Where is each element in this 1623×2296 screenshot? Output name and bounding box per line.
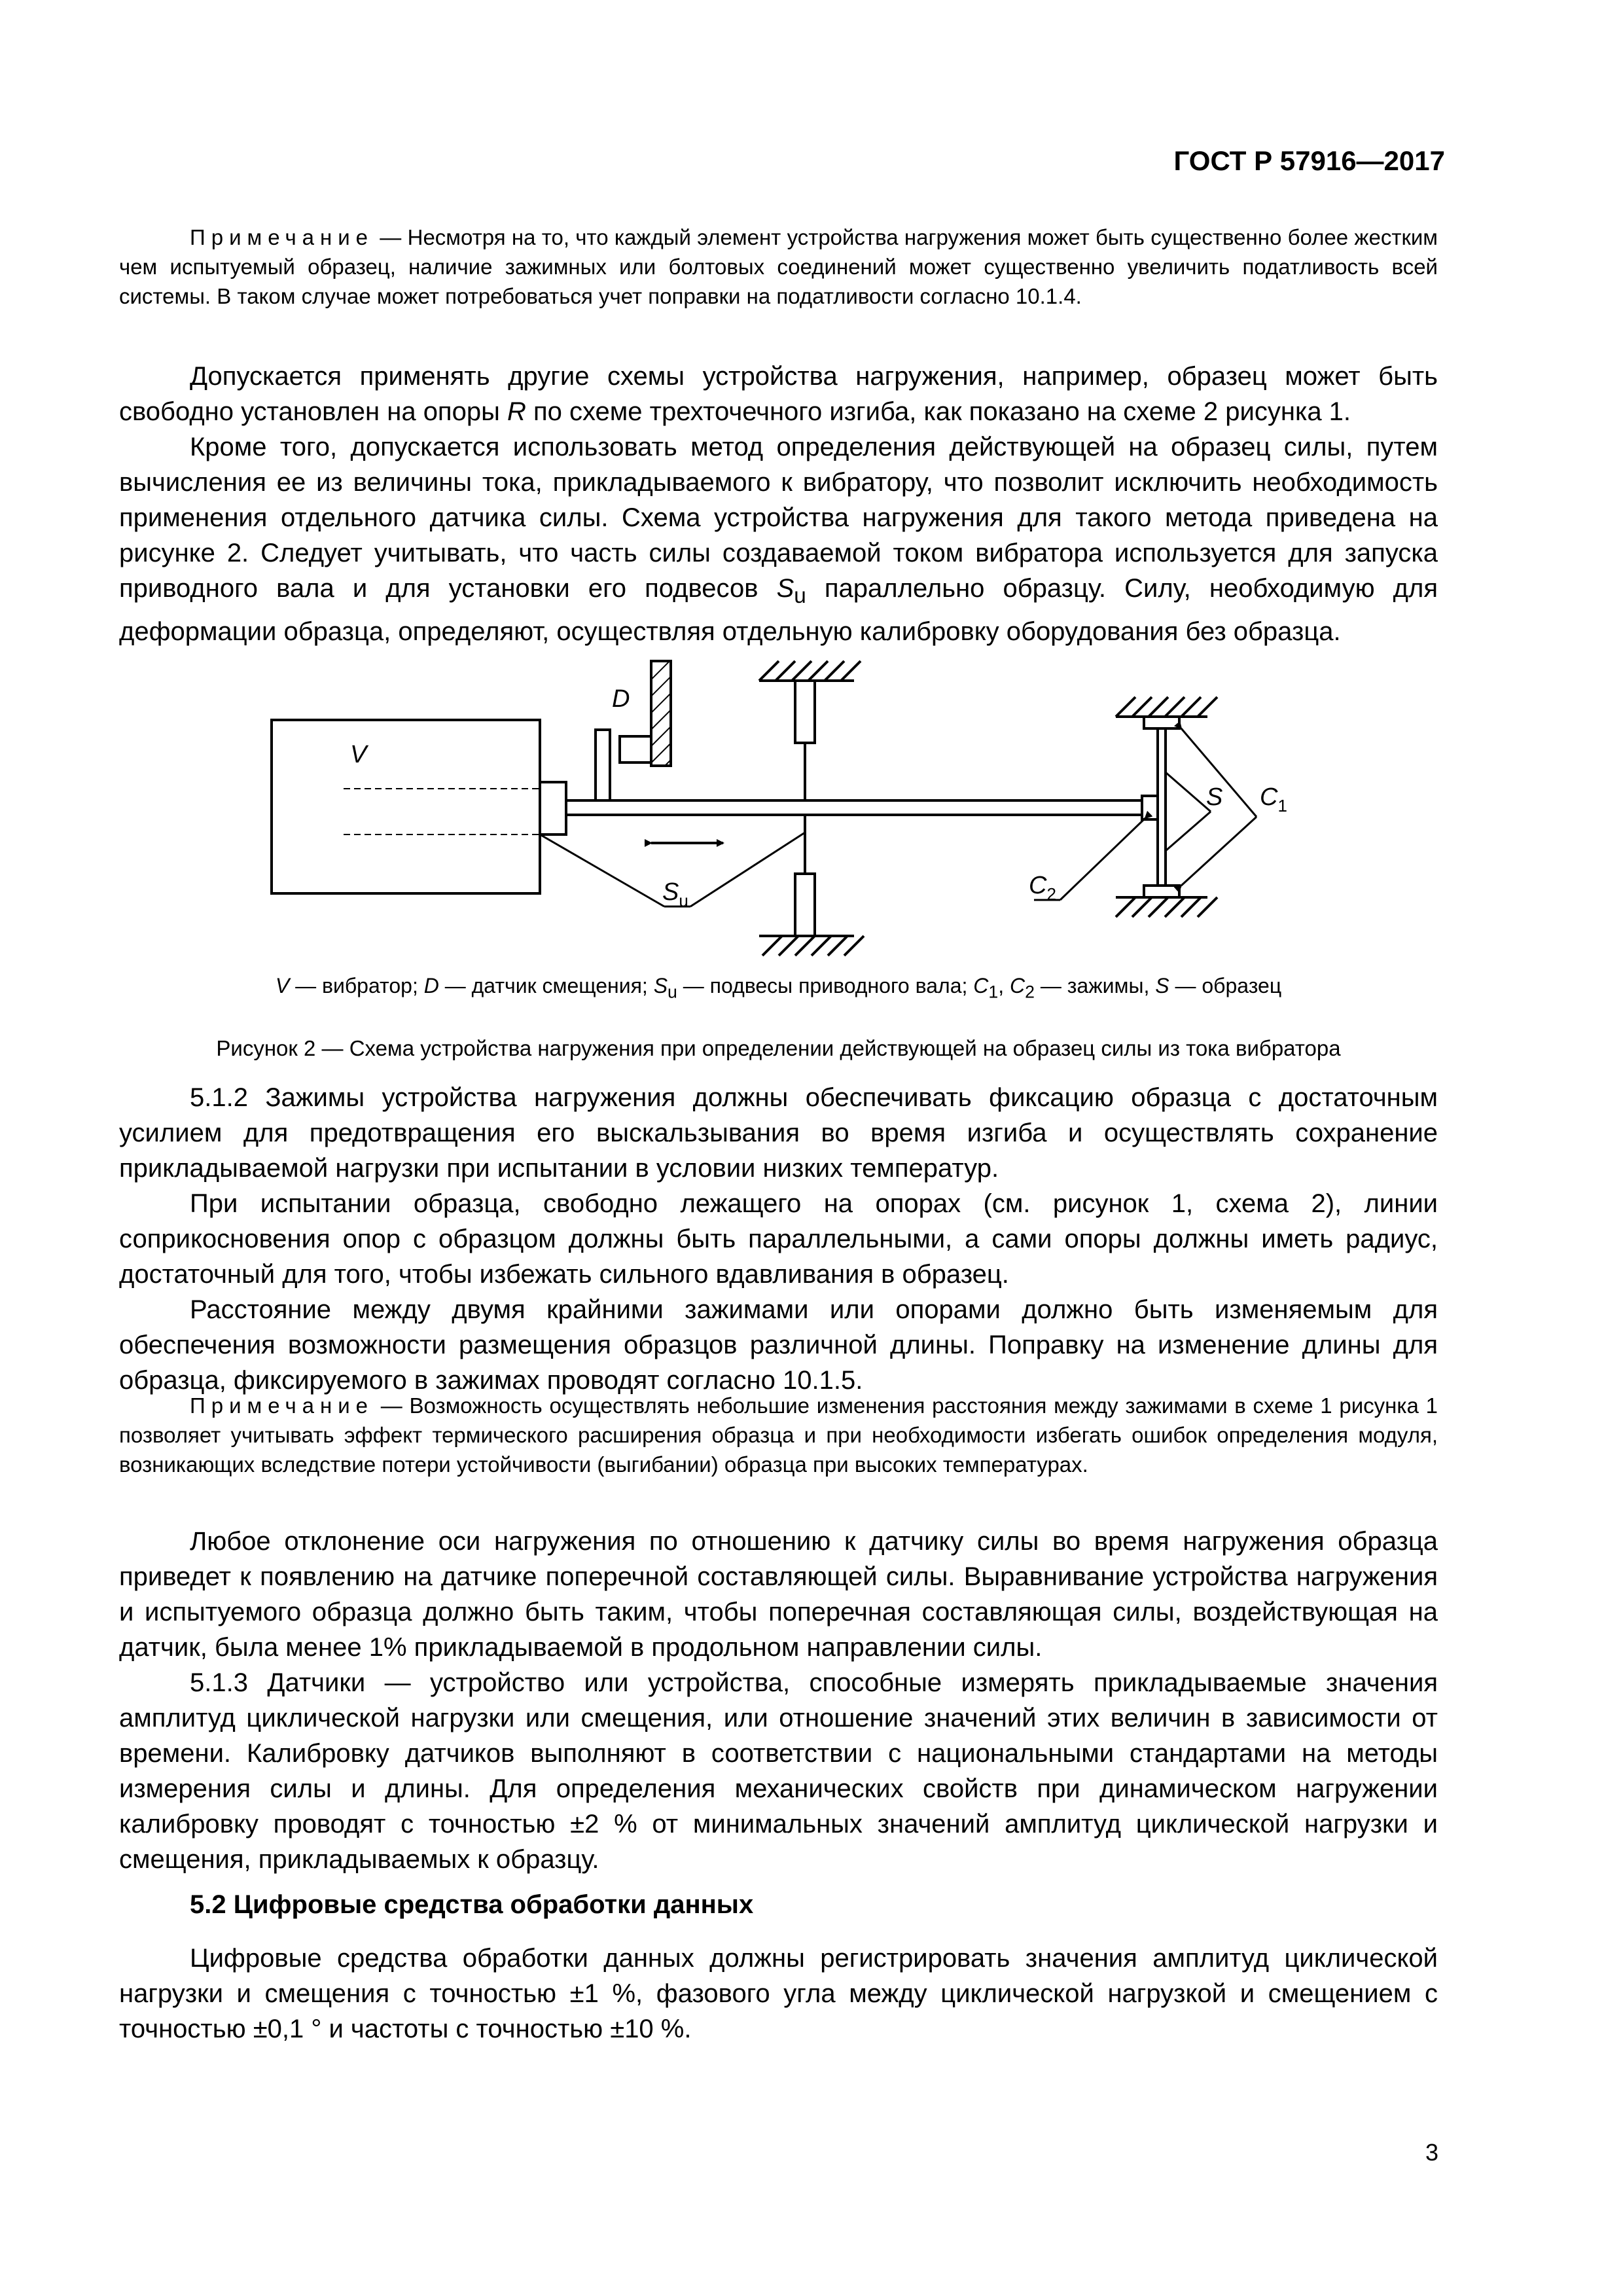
top-suspension xyxy=(795,681,815,743)
note-2-label: Примечание xyxy=(190,1393,374,1418)
note-2 xyxy=(119,1391,1438,1479)
specimen xyxy=(1158,728,1166,886)
paragraph-distance: Расстояние между двумя крайними зажимами или опорами должно быть изменяемым для обеспечения возможности размещения образцов различной длины. Поправку на изменение длины для образца, фиксируемого в зажимах проводят согласно 10.1.5. xyxy=(119,1295,1438,1395)
top-ground-hatch xyxy=(759,661,861,681)
coupling-block xyxy=(540,782,566,834)
bottom-clamp-hatch xyxy=(1116,897,1217,917)
body-paragraphs-3 xyxy=(119,1524,1438,1877)
drive-shaft xyxy=(566,800,1142,815)
paragraph-alt-schemes: Допускается применять другие схемы устройства нагружения, например, образец может быть свободно установлен на опоры R по схеме трехточечного изгиба, как показано на схеме 2 рисунка 1. xyxy=(119,362,1438,426)
label-s: S xyxy=(1206,783,1223,811)
paragraph-digital-processing: Цифровые средства обработки данных должны регистрировать значения амплитуд циклической нагрузки и смещения с точностью ±1 %, фазового угла между циклической нагрузкой и смещением с точностью ±0,1 ° и частоты с точностью ±10 %. xyxy=(119,1944,1438,2043)
figure-caption: Рисунок 2 — Схема устройства нагружения при определении действующей на образец силы из тока вибратора xyxy=(216,1036,1341,1060)
note-2-text: — Возможность осуществлять небольшие изменения расстояния между зажимами в схеме 1 рисунка 1 позволяет учитывать эффект термического расширения образца и при необходимости избегать ошибок определения модуля, возникающих вследствие потери устойчивости (выгибании) образца при высоких температурах. xyxy=(119,1393,1438,1477)
label-su: $S_u$ xyxy=(662,878,688,910)
bottom-clamp xyxy=(1144,886,1179,897)
note-1-label: Примечание xyxy=(190,225,374,249)
figure-2-diagram xyxy=(249,648,1309,962)
section-5-2-heading: 5.2 Цифровые средства обработки данных xyxy=(190,1890,754,1919)
page-number: 3 xyxy=(1425,2139,1438,2166)
label-c1: $C_1$ xyxy=(1260,783,1287,816)
label-c2: $C_2$ xyxy=(1029,872,1056,904)
vibrator-box xyxy=(272,720,540,893)
sensor-plate xyxy=(596,730,610,800)
figure-legend: V — вибратор; D — датчик смещения; $S_u$ — подвесы приводного вала; $C_1$, $C_2$ — зажимы, S — образец xyxy=(275,974,1282,1002)
label-d: D xyxy=(612,685,630,713)
bottom-ground-hatch xyxy=(762,936,864,956)
paragraph-5-1-2: 5.1.2 Зажимы устройства нагружения должны обеспечивать фиксацию образца с достаточным усилием для предотвращения его выскальзывания во время изгиба и осуществлять сохранение прикладываемой нагрузки при испытании в условии низких температур. xyxy=(119,1083,1438,1183)
paragraph-current-method: Кроме того, допускается использовать метод определения действующей на образец силы, путем вычисления ее из величины тока, прикладываемого к вибратору, что позволит исключить необходимость применения отдельного датчика силы. Схема устройства нагружения для такого метода приведена на рисунке 2. Следует учитывать, что часть силы создаваемой током вибратора используется для запуска приводного вала и для установки его подвесов $S_u$ параллельно образцу. Силу, необходимую для деформации образца, определяют, осуществляя отдельную калибровку оборудования без образца. xyxy=(119,433,1438,646)
sensor-head xyxy=(620,736,651,762)
body-paragraphs-1 xyxy=(119,359,1438,649)
label-v: V xyxy=(350,741,367,768)
document-header: ГОСТ Р 57916—2017 xyxy=(1173,145,1445,176)
top-clamp-hatch xyxy=(1116,697,1217,717)
bottom-suspension xyxy=(795,874,815,936)
paragraph-supports: При испытании образца, свободно лежащего на опорах (см. рисунок 1, схема 2), линии соприкосновения опор с образцом должны быть параллельными, а сами опоры должны иметь радиус, достаточный для того, чтобы избежать сильного вдавливания в образец. xyxy=(119,1189,1438,1289)
section-5-2 xyxy=(119,1890,1438,1920)
note-1 xyxy=(119,223,1438,311)
paragraph-deviation: Любое отклонение оси нагружения по отношению к датчику силы во время нагружения образца приведет к появлению на датчике поперечной составляющей силы. Выравнивание устройства нагружения и испытуемого образца должно быть таким, чтобы поперечная составляющая силы, воздействующая на датчик, была менее 1% прикладываемой в продольном направлении силы. xyxy=(119,1527,1438,1662)
body-paragraphs-4 xyxy=(119,1941,1438,2047)
body-paragraphs-2 xyxy=(119,1080,1438,1398)
top-clamp xyxy=(1144,717,1179,728)
sensor-wall xyxy=(651,661,671,766)
paragraph-5-1-3: 5.1.3 Датчики — устройство или устройства, способные измерять прикладываемые значения амплитуд циклической нагрузки или смещения, или отношение значений этих величин в зависимости от времени. Калибровку датчиков выполняют в соответствии с национальными стандартами на методы измерения силы и длины. Для определения механических свойств при динамическом нагружении калибровку проводят с точностью ±2 % от минимальных значений амплитуд циклической нагрузки и смещения, прикладываемых к образцу. xyxy=(119,1668,1438,1874)
note-1-text: — Несмотря на то, что каждый элемент устройства нагружения может быть существенно более жестким чем испытуемый образец, наличие зажимных или болтовых соединений может существенно увеличить податливость всей системы. В таком случае может потребоваться учет поправки на податливости согласно 10.1.4. xyxy=(119,225,1438,308)
